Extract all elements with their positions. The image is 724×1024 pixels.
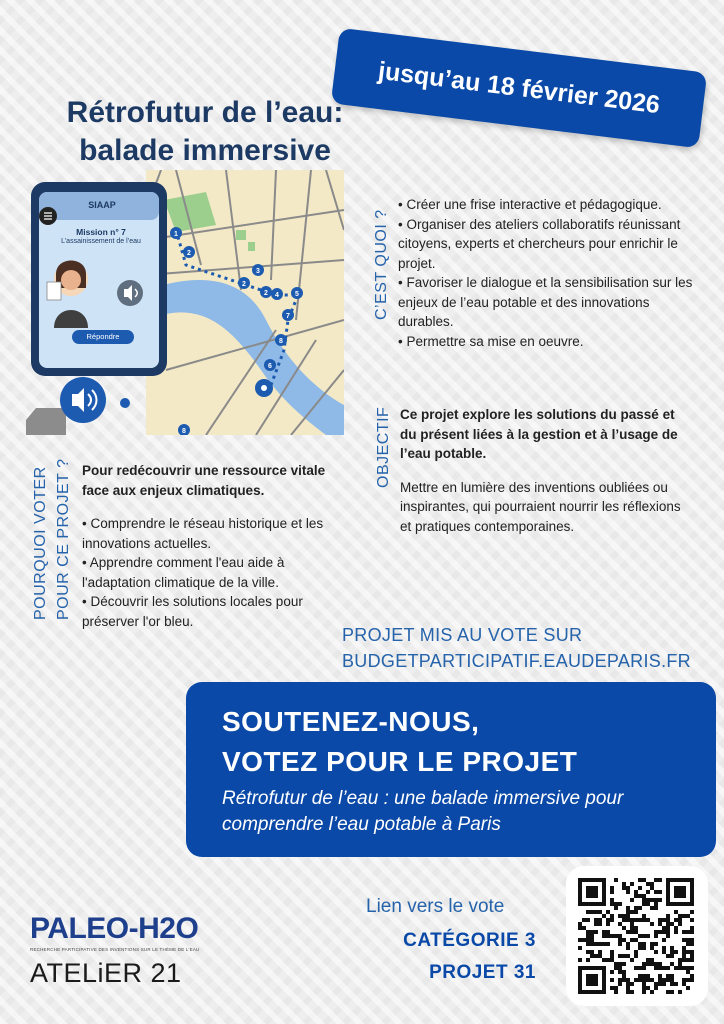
vote-site-line-1: PROJET MIS AU VOTE SUR [342, 625, 583, 645]
stop-6: 4 [275, 292, 279, 299]
objectif-label: OBJECTIF [375, 406, 392, 488]
vote-link-label: Lien vers le vote [366, 896, 505, 917]
title-line-2: balade immersive [79, 134, 331, 167]
title-line-1: Rétrofutur de l’eau: [66, 96, 344, 129]
stop-1: 1 [174, 231, 178, 238]
stop-4: 2 [242, 281, 246, 288]
vote-site-url[interactable]: BUDGETPARTICIPATIF.EAUDEPARIS.FR [342, 651, 691, 671]
paleo-h2o-logo: PALEO-H2O [30, 912, 199, 945]
qr-code-icon[interactable] [578, 878, 694, 994]
mission-subtitle: L’assainissement de l’eau [61, 238, 141, 245]
qr-code-card[interactable] [566, 866, 708, 1006]
stop-9: 7 [286, 313, 290, 320]
cest-quoi-label: C’EST QUOI ? [373, 209, 390, 320]
list-item: • Créer une frise interactive et pédagogique. [398, 197, 662, 212]
deadline-badge [331, 28, 708, 149]
stop-10: 8 [279, 338, 283, 345]
call-to-action [186, 682, 716, 857]
list-item: • Apprendre comment l'eau aide à l'adaptation climatique de la ville. [82, 555, 285, 590]
category-label: CATÉGORIE 3 [403, 930, 536, 951]
building-icon [26, 408, 66, 435]
cta-subtitle [222, 786, 623, 838]
phone-mockup [31, 182, 167, 376]
cta-subtitle-line-2: comprendre l’eau potable à Paris [222, 814, 501, 835]
cta-line-2: VOTEZ POUR LE PROJET [222, 746, 578, 777]
app-illustration [26, 170, 344, 435]
mission-title: Mission n° 7 [76, 227, 126, 237]
vote-site [342, 622, 691, 674]
pourquoi-label-1: POURQUOI VOTER [32, 466, 49, 620]
objectif-lead: Ce projet explore les solutions du passé et du présent liées à la gestion et à l’usage de l’eau potable. [400, 407, 678, 461]
list-item: • Comprendre le réseau historique et les innovations actuelles. [82, 516, 324, 551]
objectif-text [400, 405, 690, 536]
pourquoi-lead: Pour redécouvrir une ressource vitale face aux enjeux climatiques. [82, 463, 326, 498]
pourquoi-label-2: POUR CE PROJET ? [55, 458, 72, 620]
stop-5: 2 [264, 290, 268, 297]
list-item: • Découvrir les solutions locales pour préserver l'or bleu. [82, 594, 303, 629]
deadline-text: jusqu’au 18 février 2026 [376, 56, 662, 119]
page-title [40, 94, 370, 170]
list-item: • Permettre sa mise en oeuvre. [398, 333, 584, 349]
project-label: PROJET 31 [429, 962, 536, 983]
cest-quoi-list [398, 195, 698, 351]
stop-7: 5 [295, 291, 299, 298]
objectif-body: Mettre en lumière des inventions oubliées ou inspirantes, qui pourraient nourrir les réflexions et pratiques contemporaines. [400, 479, 681, 534]
stop-11: 8 [182, 428, 186, 435]
pourquoi-text [82, 461, 344, 631]
stop-8: 6 [268, 363, 272, 370]
phone-header: SIAAP [88, 200, 116, 210]
paleo-h2o-tagline: RECHERCHE PARTICIPATIVE DES INVENTIONS SUR LE THÈME DE L'EAU [30, 947, 200, 952]
answer-button[interactable]: Répondre [72, 330, 134, 344]
list-item: • Favoriser le dialogue et la sensibilisation sur les enjeux de l’eau potable et des innovations durables. [398, 275, 693, 329]
stop-3: 3 [256, 268, 260, 275]
stop-2: 2 [187, 250, 191, 257]
cta-line-1: SOUTENEZ-NOUS, [222, 706, 480, 737]
cta-heading [222, 702, 577, 782]
atelier21-logo: ATELiER 21 [30, 958, 182, 988]
list-item: • Organiser des ateliers collaboratifs réunissant citoyens, experts et chercheurs pour enrichir le projet. [398, 216, 681, 271]
cta-subtitle-line-1: Rétrofutur de l’eau : une balade immersive pour [222, 788, 624, 809]
